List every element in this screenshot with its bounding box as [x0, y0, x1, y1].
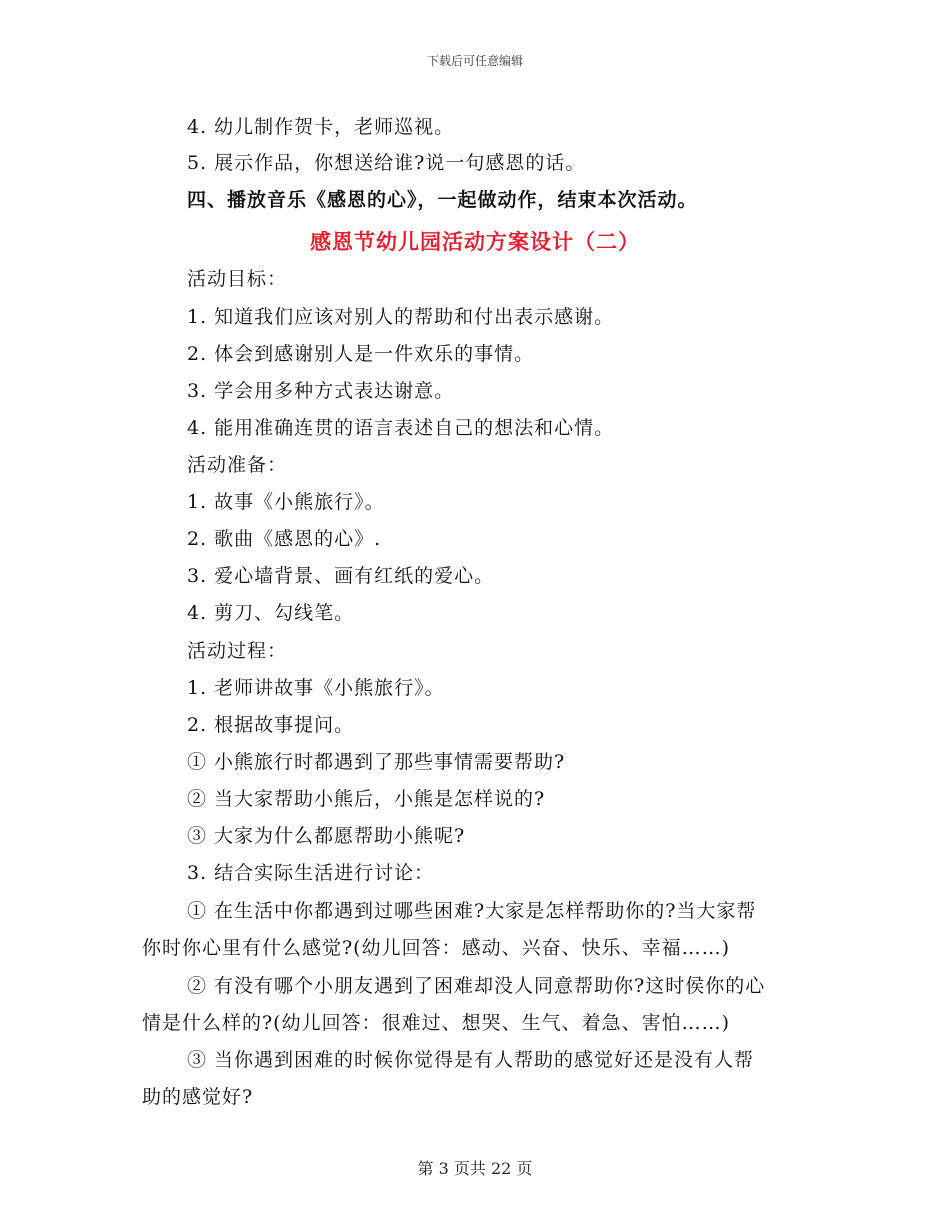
page-header: 下载后可任意编辑 [426, 54, 523, 68]
paragraph-line: ③ 当你遇到困难的时候你觉得是有人帮助的感觉好还是没有人帮 [187, 1049, 755, 1071]
process-heading: 活动过程： [187, 640, 288, 662]
list-item: 2. 歌曲《感恩的心》. [187, 528, 382, 550]
bold-step-line: 四、播放音乐《感恩的心》，一起做动作，结束本次活动。 [187, 189, 698, 211]
section-title: 感恩节幼儿园活动方案设计（二） [310, 230, 640, 254]
list-item: 4. 能用准确连贯的语言表述自己的想法和心情。 [187, 417, 615, 439]
list-item: 3. 结合实际生活进行讨论： [187, 862, 435, 884]
list-item: 1. 故事《小熊旅行》。 [187, 491, 385, 513]
goal-heading: 活动目标： [187, 268, 288, 290]
paragraph-line: ② 有没有哪个小朋友遇到了困难却没人同意帮助你?这时侯你的心 [187, 975, 766, 997]
list-item: 1. 老师讲故事《小熊旅行》。 [187, 677, 445, 699]
list-item: 5. 展示作品，你想送给谁?说一句感恩的话。 [187, 152, 586, 174]
list-item: 3. 爱心墙背景、画有红纸的爱心。 [187, 565, 495, 587]
page-footer: 第 3 页共 22 页 [417, 1159, 533, 1178]
list-item: ① 小熊旅行时都遇到了那些事情需要帮助? [187, 751, 566, 773]
paragraph-line: 你时你心里有什么感觉?(幼儿回答：感动、兴奋、快乐、幸福……) [142, 937, 731, 959]
list-item: ② 当大家帮助小熊后，小熊是怎样说的? [187, 788, 546, 810]
list-item: 4. 幼儿制作贺卡，老师巡视。 [187, 116, 455, 138]
paragraph-line: 助的感觉好? [142, 1086, 254, 1108]
paragraph-line: 情是什么样的?(幼儿回答：很难过、想哭、生气、着急、害怕……) [142, 1012, 731, 1034]
list-item: 2. 根据故事提问。 [187, 714, 355, 736]
prep-heading: 活动准备： [187, 454, 288, 476]
list-item: 1. 知道我们应该对别人的帮助和付出表示感谢。 [187, 306, 615, 328]
list-item: 4. 剪刀、勾线笔。 [187, 602, 355, 624]
list-item: ③ 大家为什么都愿帮助小熊呢? [187, 825, 466, 847]
list-item: 3. 学会用多种方式表达谢意。 [187, 380, 455, 402]
list-item: 2. 体会到感谢别人是一件欢乐的事情。 [187, 343, 535, 365]
paragraph-line: ① 在生活中你都遇到过哪些困难?大家是怎样帮助你的?当大家帮 [187, 900, 757, 922]
